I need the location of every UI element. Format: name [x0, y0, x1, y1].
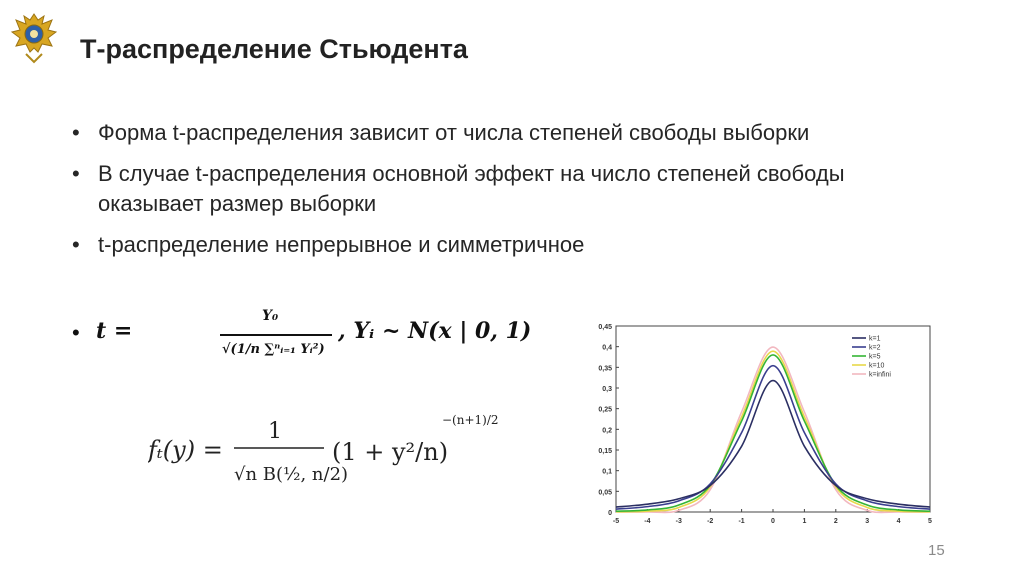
emblem-icon	[8, 8, 60, 64]
bullet-text: В случае t-распределения основной эффект на число степеней свободы оказывает размер выборки	[98, 161, 845, 216]
y-tick-label: 0,4	[602, 344, 612, 352]
series-line-k=2	[616, 366, 930, 509]
bullet-text: t-распределение непрерывное и симметричное	[98, 232, 585, 257]
bullet-list	[72, 118, 872, 271]
y-tick-label: 0,1	[602, 468, 612, 476]
legend-label: k=1	[869, 335, 881, 343]
x-tick-label: -4	[644, 518, 651, 525]
pdf-exponent: −(n+1)/2	[442, 413, 499, 427]
t-distribution-chart	[586, 316, 944, 530]
formula-denominator: √(1/n ∑ⁿᵢ₌₁ Yᵢ²)	[222, 342, 325, 357]
slide-title: Т-распределение Стьюдента	[80, 34, 468, 64]
t-statistic-formula	[72, 308, 542, 382]
x-tick-label: -5	[612, 518, 620, 525]
y-tick-label: 0,15	[598, 448, 612, 455]
y-tick-label: 0,2	[602, 427, 612, 435]
series-line-k=1	[616, 381, 930, 507]
formula-numerator: Y₀	[262, 308, 279, 324]
page-number: 15	[928, 542, 945, 559]
y-tick-label: 0,45	[598, 324, 612, 331]
x-tick-label: 4	[896, 518, 901, 525]
formula-lhs: t =	[96, 318, 133, 344]
legend-label: k=2	[869, 344, 881, 352]
y-tick-label: 0,35	[598, 365, 612, 373]
pdf-base: (1 + y²/n)	[332, 438, 449, 466]
plot-frame	[616, 326, 930, 512]
x-tick-label: 1	[802, 518, 807, 525]
y-tick-label: 0	[608, 510, 612, 517]
x-tick-label: 2	[833, 518, 838, 525]
pdf-numerator: 1	[268, 419, 282, 444]
x-tick-label: 5	[928, 518, 932, 525]
bullet-item	[72, 230, 872, 260]
bullet-symbol: •	[72, 232, 80, 257]
x-tick-label: 3	[865, 518, 870, 525]
y-tick-label: 0,25	[598, 406, 612, 414]
legend-label: k=5	[869, 353, 881, 361]
fraction-bar	[220, 334, 332, 336]
x-tick-label: -3	[675, 518, 682, 525]
bullet-symbol: •	[72, 120, 80, 145]
x-tick-label: -1	[738, 518, 745, 525]
y-tick-label: 0,05	[598, 489, 612, 497]
pdf-denominator: √n B(½, n/2)	[234, 464, 349, 485]
legend-label: k=10	[869, 362, 885, 370]
y-tick-label: 0,3	[602, 386, 612, 393]
bullet-item	[72, 159, 872, 219]
pdf-lhs: fₜ(y) =	[148, 436, 223, 464]
bullet-text: Форма t-распределения зависит от числа степеней свободы выборки	[98, 120, 810, 145]
formula-rhs: , Yᵢ ~ N(x | 0, 1)	[338, 318, 532, 344]
pdf-formula	[148, 402, 508, 502]
legend-label: k=infini	[869, 371, 891, 379]
bullet-symbol: •	[72, 161, 80, 186]
bullet-symbol: •	[72, 320, 80, 345]
x-tick-label: 0	[771, 518, 775, 525]
bullet-item	[72, 118, 872, 148]
x-tick-label: -2	[707, 518, 714, 525]
